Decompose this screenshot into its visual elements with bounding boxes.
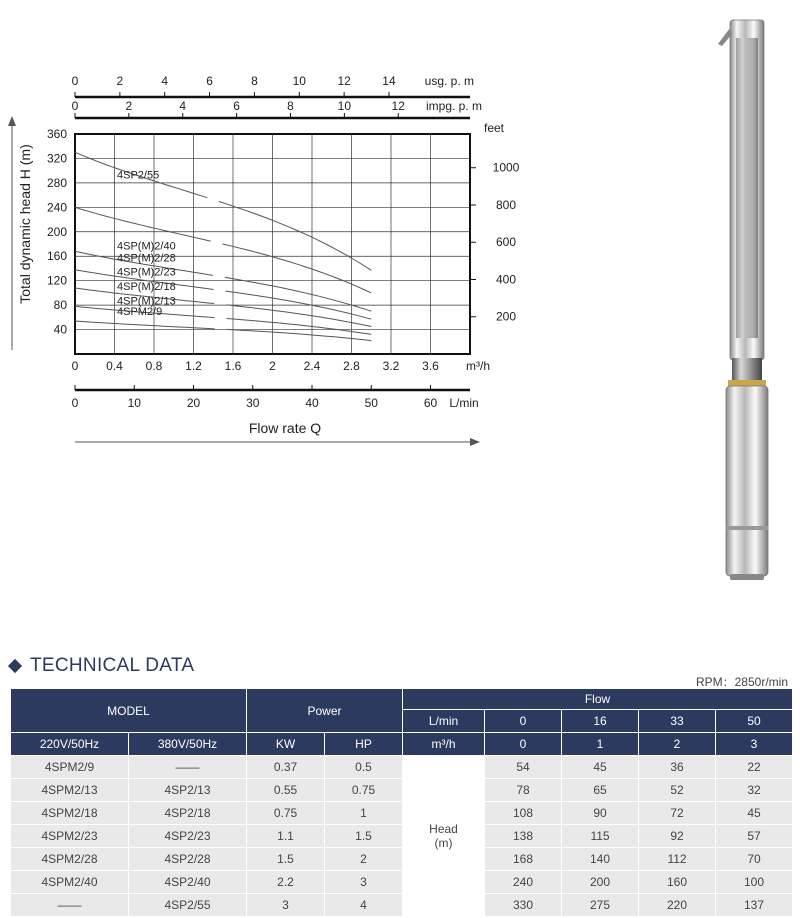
head-unit: (m) [434, 836, 453, 850]
kw-cell: 2.2 [247, 871, 325, 894]
lmin-unit-label: L/min [449, 396, 479, 410]
y-axis-label: Total dynamic head H (m) [17, 144, 33, 304]
flow-m3h-cell: 2 [639, 733, 716, 756]
impg-tick-label: 10 [337, 99, 352, 113]
head-value-cell: 52 [639, 779, 716, 802]
impg-tick-label: 0 [71, 99, 79, 113]
technical-data-table [10, 688, 793, 917]
x-axis-label: Flow rate Q [248, 420, 322, 436]
kw-cell: 0.37 [247, 756, 325, 779]
kw-cell: 1.5 [247, 848, 325, 871]
impg-tick-label: 4 [179, 99, 187, 113]
impg-unit-label: impg. p. m [425, 99, 482, 113]
feet-tick-label: 600 [495, 235, 517, 250]
impg-tick-label: 6 [233, 99, 240, 113]
hp-cell: 3 [325, 871, 403, 894]
head-value-cell: 200 [562, 871, 639, 894]
feet-tick-label: 200 [495, 309, 517, 324]
model-220-cell: 4SPM2/23 [11, 825, 129, 848]
impg-tick-label: 2 [125, 99, 133, 113]
y-tick-label: 360 [46, 127, 67, 141]
hp-cell: 2 [325, 848, 403, 871]
usg-tick-label: 2 [116, 74, 124, 88]
head-value-cell: 90 [562, 802, 639, 825]
head-value-cell: 22 [716, 756, 793, 779]
y-tick-label: 240 [46, 200, 67, 215]
head-value-cell: 92 [639, 825, 716, 848]
table-row [11, 802, 793, 825]
head-value-cell: 160 [639, 871, 716, 894]
model-220-cell: 4SPM2/28 [11, 848, 129, 871]
performance-chart [0, 0, 560, 460]
x-tick-label: 3.6 [422, 359, 439, 373]
hp-cell: 4 [325, 894, 403, 917]
model-220-cell: —— [11, 894, 129, 917]
y-tick-label: 320 [46, 151, 67, 166]
model-380-cell: —— [129, 756, 247, 779]
head-value-cell: 220 [639, 894, 716, 917]
flow-m3h-cell: 3 [716, 733, 793, 756]
head-value-cell: 45 [716, 802, 793, 825]
head-value-cell: 36 [639, 756, 716, 779]
head-value-cell: 115 [562, 825, 639, 848]
head-value-cell: 330 [485, 894, 562, 917]
series-label: 4SPM2/9 [117, 306, 163, 318]
usg-tick-label: 12 [337, 74, 351, 88]
table-row [11, 756, 793, 779]
model-380-cell: 4SP2/23 [129, 825, 247, 848]
lmin-tick-label: 30 [246, 396, 260, 410]
head-value-cell: 57 [716, 825, 793, 848]
head-value-cell: 72 [639, 802, 716, 825]
diamond-icon [8, 659, 22, 673]
table-row [11, 779, 793, 802]
lmin-tick-label: 40 [305, 396, 319, 410]
pump-image [700, 8, 790, 588]
model-380-cell: 4SP2/18 [129, 802, 247, 825]
head-value-cell: 45 [562, 756, 639, 779]
usg-tick-label: 0 [71, 74, 79, 88]
y-tick-label: 280 [46, 175, 67, 190]
y-axis-arrowhead [8, 116, 16, 126]
x-axis-arrowhead [470, 438, 480, 446]
head-value-cell: 240 [485, 871, 562, 894]
series-label: 4SP(M)2/13 [117, 295, 176, 308]
x-unit-label: m³/h [466, 359, 490, 373]
model-220-cell: 4SPM2/18 [11, 802, 129, 825]
usg-tick-label: 10 [292, 74, 306, 88]
voltage-220-header: 220V/50Hz [11, 733, 129, 756]
usg-tick-label: 4 [161, 74, 169, 88]
flow-header: Flow [403, 689, 793, 710]
head-value-cell: 100 [716, 871, 793, 894]
flow-m3h-cell: 1 [562, 733, 639, 756]
head-label: Head [429, 822, 458, 836]
technical-data-title: TECHNICAL DATA [30, 655, 195, 676]
lmin-tick-label: 50 [364, 396, 378, 410]
feet-tick-label: 800 [495, 197, 517, 212]
usg-tick-label: 6 [206, 74, 213, 88]
lmin-header: L/min [403, 710, 485, 733]
head-value-cell: 140 [562, 848, 639, 871]
technical-data-rows [11, 756, 793, 917]
x-tick-label: 2.4 [303, 359, 321, 373]
hp-cell: 1.5 [325, 825, 403, 848]
usg-unit-label: usg. p. m [424, 74, 474, 88]
flow-lmin-cell: 0 [485, 710, 562, 733]
lmin-tick-label: 0 [71, 396, 79, 410]
y-tick-label: 160 [46, 249, 67, 264]
impg-tick-label: 8 [287, 99, 294, 113]
series-line [75, 321, 371, 341]
head-label-cell [403, 756, 485, 917]
head-value-cell: 168 [485, 848, 562, 871]
x-tick-label: 1.2 [185, 359, 202, 373]
y-tick-label: 40 [53, 322, 67, 337]
x-tick-label: 0.4 [106, 359, 123, 373]
flow-lmin-cell: 33 [639, 710, 716, 733]
impg-tick-label: 12 [391, 99, 405, 113]
x-tick-label: 0.8 [145, 359, 163, 373]
y-tick-label: 80 [53, 298, 67, 313]
lmin-tick-label: 60 [423, 396, 438, 410]
head-value-cell: 70 [716, 848, 793, 871]
flow-lmin-cell: 16 [562, 710, 639, 733]
model-380-cell: 4SP2/28 [129, 848, 247, 871]
feet-tick-label: 1000 [492, 160, 520, 175]
head-value-cell: 112 [639, 848, 716, 871]
kw-cell: 1.1 [247, 825, 325, 848]
model-380-cell: 4SP2/13 [129, 779, 247, 802]
x-tick-label: 2 [269, 359, 276, 373]
feet-tick-label: 400 [495, 272, 517, 287]
model-220-cell: 4SPM2/40 [11, 871, 129, 894]
usg-tick-label: 8 [251, 74, 258, 88]
flow-m3h-cell: 0 [485, 733, 562, 756]
rpm-label: RPM：2850r/min [695, 675, 788, 689]
x-tick-label: 3.2 [382, 359, 400, 373]
flow-lmin-cell: 50 [716, 710, 793, 733]
power-header: Power [247, 689, 403, 733]
model-220-cell: 4SPM2/9 [11, 756, 129, 779]
y-tick-label: 200 [46, 224, 67, 239]
kw-header: KW [247, 733, 325, 756]
head-value-cell: 138 [485, 825, 562, 848]
head-value-cell: 32 [716, 779, 793, 802]
kw-cell: 0.75 [247, 802, 325, 825]
series-label: 4SP2/55 [117, 169, 160, 182]
lmin-tick-label: 10 [127, 396, 141, 410]
series-label: 4SP(M)2/28 [117, 252, 176, 265]
table-row [11, 825, 793, 848]
x-tick-label: 2.8 [343, 359, 360, 373]
head-value-cell: 65 [562, 779, 639, 802]
x-tick-label: 1.6 [224, 359, 242, 373]
y-tick-label: 120 [46, 273, 67, 288]
series-label: 4SP(M)2/18 [117, 281, 176, 293]
head-value-cell: 108 [485, 802, 562, 825]
model-220-cell: 4SPM2/13 [11, 779, 129, 802]
kw-cell: 3 [247, 894, 325, 917]
feet-unit-label: feet [483, 121, 505, 135]
table-row [11, 848, 793, 871]
table-row [11, 871, 793, 894]
x-tick-label: 0 [71, 359, 79, 373]
voltage-380-header: 380V/50Hz [129, 733, 247, 756]
head-value-cell: 137 [716, 894, 793, 917]
series-label: 4SP(M)2/23 [117, 266, 176, 279]
hp-cell: 0.75 [325, 779, 403, 802]
hp-cell: 1 [325, 802, 403, 825]
head-value-cell: 275 [562, 894, 639, 917]
head-value-cell: 54 [485, 756, 562, 779]
model-380-cell: 4SP2/40 [129, 871, 247, 894]
chart-axes [8, 74, 520, 446]
series-label: 4SP(M)2/40 [117, 240, 176, 253]
hp-header: HP [325, 733, 403, 756]
kw-cell: 0.55 [247, 779, 325, 802]
lmin-tick-label: 20 [186, 396, 201, 410]
m3h-header: m³/h [403, 733, 485, 756]
model-380-cell: 4SP2/55 [129, 894, 247, 917]
technical-data-heading [10, 655, 194, 677]
table-row [11, 894, 793, 917]
head-value-cell: 78 [485, 779, 562, 802]
usg-tick-label: 14 [382, 74, 396, 88]
model-header: MODEL [11, 689, 247, 733]
hp-cell: 0.5 [325, 756, 403, 779]
